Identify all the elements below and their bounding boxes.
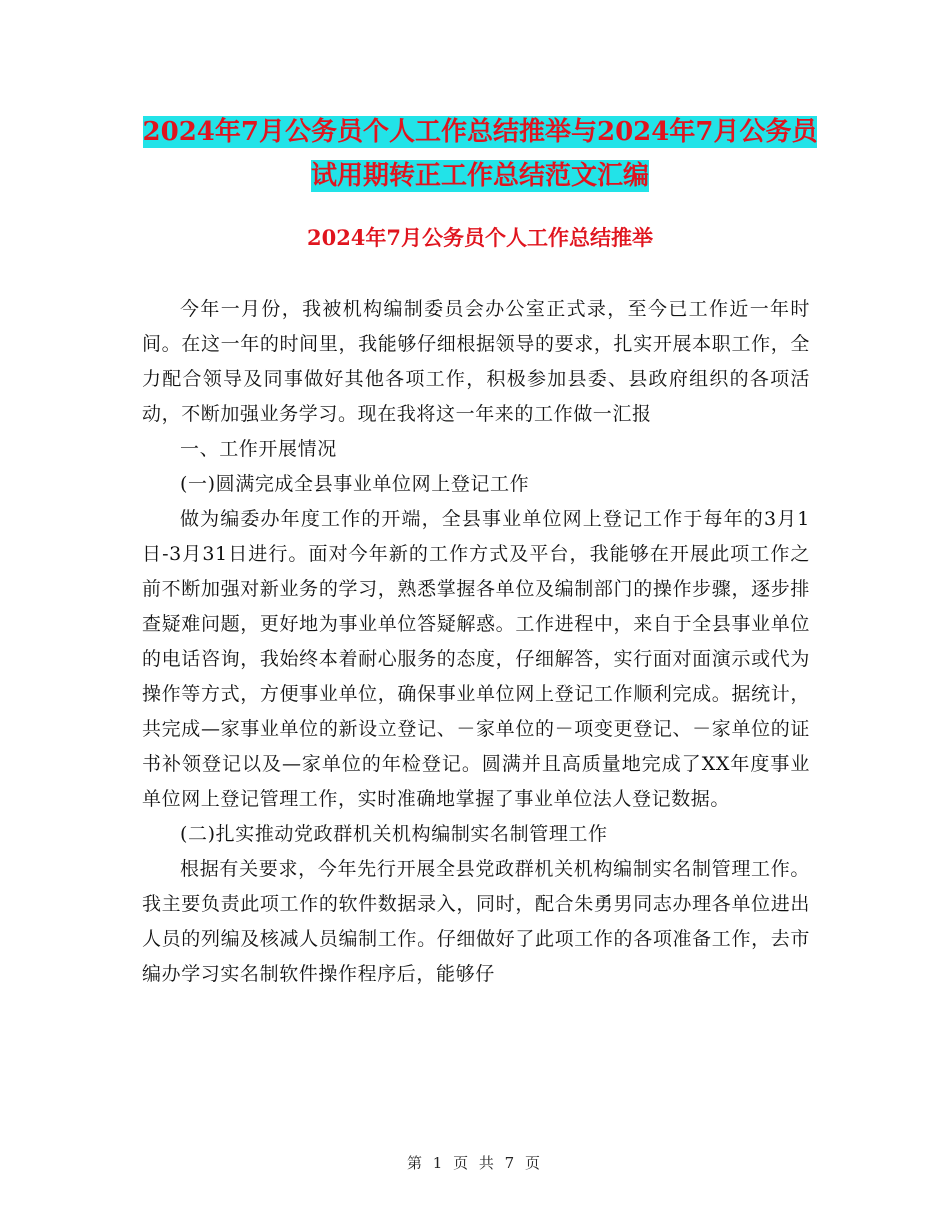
document-title-highlight: 2024年7月公务员个人工作总结推举与2024年7月公务员试用期转正工作总结范文汇编 bbox=[142, 117, 818, 191]
paragraph-registration: 做为编委办年度工作的开端，全县事业单位网上登记工作于每年的3月1日-3月31日进行。面对今年新的工作方式及平台，我能够在开展此项工作之前不断加强对新业务的学习，熟悉掌握各单位及编制部门的操作步骤，逐步排查疑难问题，更好地为事业单位答疑解惑。工作进程中，来自于全县事业单位的电话咨询，我始终本着耐心服务的态度，仔细解答，实行面对面演示或代为操作等方式，方便事业单位，确保事业单位网上登记工作顺利完成。据统计，共完成—家事业单位的新设立登记、－家单位的－项变更登记、－家单位的证书补领登记以及—家单位的年检登记。圆满并且高质量地完成了XX年度事业单位网上登记管理工作，实时准确地掌握了事业单位法人登记数据。 bbox=[142, 508, 810, 810]
paragraph-intro: 今年一月份，我被机构编制委员会办公室正式录，至今已工作近一年时间。在这一年的时间里，我能够仔细根据领导的要求，扎实开展本职工作，全力配合领导及同事做好其他各项工作，积极参加县委、县政府组织的各项活动，不断加强业务学习。现在我将这一年来的工作做一汇报 bbox=[142, 298, 810, 425]
subheading-real-name: (二)扎实推动党政群机关机构编制实名制管理工作 bbox=[180, 823, 608, 845]
section-title: 2024年7月公务员个人工作总结推举 bbox=[306, 225, 654, 250]
document-title bbox=[140, 110, 820, 198]
subheading-registration: (一)圆满完成全县事业单位网上登记工作 bbox=[180, 473, 530, 495]
document-body bbox=[142, 292, 810, 992]
paragraph-real-name: 根据有关要求，今年先行开展全县党政群机关机构编制实名制管理工作。我主要负责此项工作的软件数据录入，同时，配合朱勇男同志办理各单位进出人员的列编及核减人员编制工作。仔细做好了此项工作的各项准备工作，去市编办学习实名制软件操作程序后，能够仔 bbox=[142, 858, 810, 985]
heading-work-status: 一、工作开展情况 bbox=[180, 438, 337, 460]
page-footer: 第 1 页 共 7 页 bbox=[407, 1154, 543, 1172]
